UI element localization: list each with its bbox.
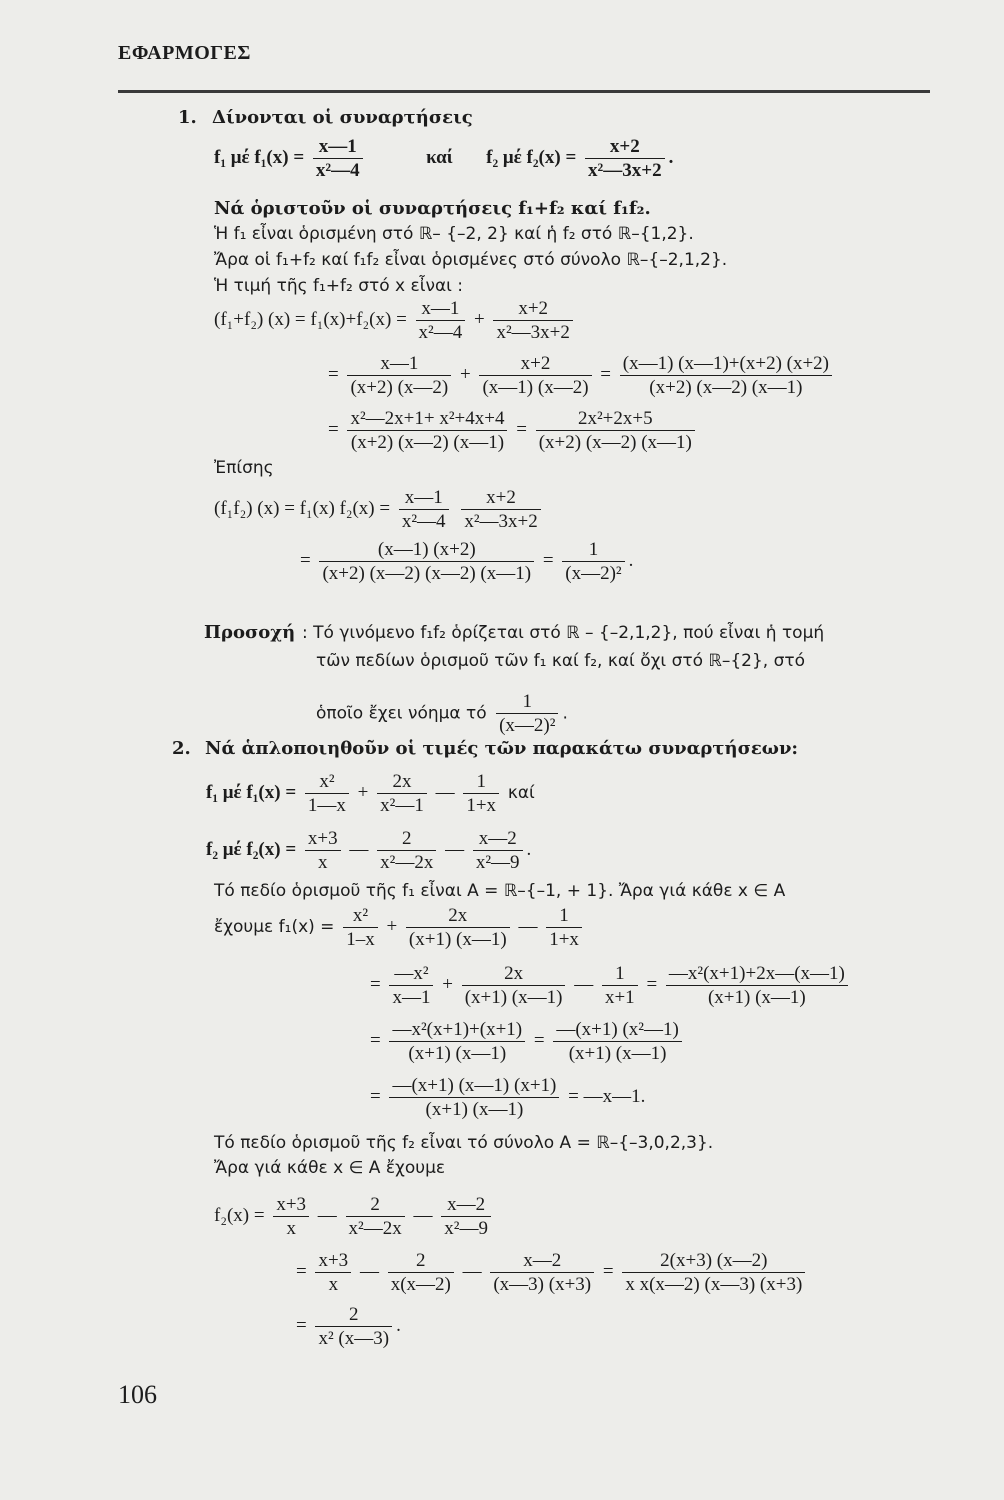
- ex2-domain1: Τό πεδίο ὁρισμοῦ τῆς f₁ εἶναι A = ℝ–{–1, + 1}. Ἄρα γιά κάθε x ∈ A: [214, 881, 786, 901]
- ex1-f2-label: f₂ μέ f₂(x) =: [486, 146, 577, 168]
- ex1-sum-eq3: = $\frac{\text{x²—2x+1+ x²+4x+4}}{(x+2) (x—2) (x—1)}$ = $\frac{\text{2x²+2x+5}}{(x+2) (x—2) (x—1)}$: [328, 407, 699, 454]
- ex1-definitions: f₁ μέ f₁(x) = $\frac{x—1}{\text{x²—4}}$ καί f₂ μέ f₂(x) = $\frac{x+2}{\text{x²—3x+2}}$ .: [214, 136, 674, 181]
- ex2-f1-eq3: = $\frac{\text{—x²(x+1)+(x+1)}}{(x+1) (x—1)}$ = $\frac{\text{—(x+1) (x²—1)}}{(x+1) (x—1)}$: [370, 1018, 686, 1065]
- ex1-prod-eq1: (f₁f₂) (x) = f₁(x) f₂(x) = $\frac{x—1}{\text{x²—4}}$ $\frac{x+2}{\text{x²—3x+2}}$: [214, 486, 545, 533]
- ex1-note-line1: : Τό γινόμενο f₁f₂ ὁρίζεται στό ℝ – {–2,1,2}, πού εἶναι ἡ τομή: [302, 623, 825, 643]
- ex2-f2-eq2: = $\frac{x+3}{x}$ — $\frac{2}{x(x—2)}$ — $\frac{x—2}{(x—3) (x+3)}$ = $\frac{2(x+3) (x—2)}{\text{x x(x—2) (x—3) (x+3)}}$: [296, 1249, 809, 1296]
- ex1-task: Νά ὁριστοῦν οἱ συναρτήσεις f₁+f₂ καί f₁f₂.: [214, 198, 651, 219]
- ex1-line1: Ἡ f₁ εἶναι ὁρισμένη στό ℝ– {–2, 2} καί ἡ f₂ στό ℝ–{1,2}.: [214, 224, 694, 244]
- page-number: 106: [118, 1380, 157, 1409]
- ex1-title: Δίνονται οἱ συναρτήσεις: [212, 107, 473, 128]
- header-rule: [118, 90, 930, 93]
- ex1-note-line2: τῶν πεδίων ὁρισμοῦ τῶν f₁ καί f₂, καί ὄχι στό ℝ–{2}, στό: [316, 651, 806, 671]
- ex2-f1-eq1: ἔχουμε f₁(x) = $\frac{\text{x²}}{1-x}$ + $\frac{2x}{(x+1) (x—1)}$ — $\frac{1}{1+x}$: [214, 904, 586, 951]
- ex1-f1-fraction: $\frac{x—1}{\text{x²—4}}$: [313, 135, 363, 182]
- ex1-line3: Ἡ τιμή τῆς f₁+f₂ στό x εἶναι :: [214, 276, 464, 296]
- ex2-number: 2.: [172, 738, 191, 759]
- ex2-have2: Ἄρα γιά κάθε x ∈ A ἔχουμε: [214, 1158, 446, 1178]
- ex2-f2-eq3: = $\frac{2}{\text{x² (x—3)}}$ .: [296, 1304, 401, 1349]
- ex1-f1-label: f₁ μέ f₁(x) =: [214, 146, 305, 168]
- ex1-note-line3: ὁποῖο ἔχει νόημα τό $\frac{1}{\text{(x—2)²}}$ .: [316, 691, 568, 736]
- ex1-sum-eq2: = $\frac{x—1}{(x+2) (x—2)}$ + $\frac{x+2}{(x—1) (x—2)}$ = $\frac{(x—1) (x—1)+(x+2) (x+2)}{(x+2) (x—2) (x—1)}$: [328, 352, 836, 399]
- ex2-f1-eq2: = $\frac{\text{—x²}}{x—1}$ + $\frac{2x}{(x+1) (x—1)}$ — $\frac{1}{x+1}$ = $\frac{\text{—x²(x+1)+2x—(x—1)}}{(x+1) (x—1)}$: [370, 962, 852, 1009]
- ex1-also: Ἐπίσης: [214, 458, 274, 478]
- ex1-f2-fraction: $\frac{x+2}{\text{x²—3x+2}}$: [585, 135, 665, 182]
- ex1-and: καί: [426, 146, 453, 168]
- ex1-note-label: Προσοχή: [204, 622, 296, 643]
- ex1-prod-eq2: = $\frac{(x—1) (x+2)}{(x+2) (x—2) (x—2) (x—1)}$ = $\frac{1}{\text{(x—2)²}}$ .: [300, 539, 634, 584]
- ex2-f2-eq1: f₂(x) = $\frac{x+3}{x}$ — $\frac{2}{\text{x²—2x}}$ — $\frac{x—2}{\text{x²—9}}$: [214, 1193, 495, 1240]
- ex2-domain2: Τό πεδίο ὁρισμοῦ τῆς f₂ εἶναι τό σύνολο A = ℝ–{–3,0,2,3}.: [214, 1133, 714, 1153]
- ex1-line2: Ἄρα οἱ f₁+f₂ καί f₁f₂ εἶναι ὁρισμένες στό σύνολο ℝ–{–2,1,2}.: [214, 250, 728, 270]
- ex2-f1-def: f₁ μέ f₁(x) = $\frac{\text{x²}}{1—x}$ + $\frac{2x}{\text{x²—1}}$ — $\frac{1}{1+x}$ καί: [206, 771, 535, 816]
- running-header: ΕΦΑΡΜΟΓΕΣ: [118, 42, 251, 64]
- ex2-f2-def: f₂ μέ f₂(x) = $\frac{x+3}{x}$ — $\frac{2}{\text{x²—2x}}$ — $\frac{x—2}{\text{x²—9}}$ .: [206, 828, 532, 873]
- ex2-title: Νά ἁπλοποιηθοῦν οἱ τιμές τῶν παρακάτω συναρτήσεων:: [205, 738, 799, 759]
- ex1-number: 1.: [178, 107, 197, 128]
- ex1-sum-eq1: (f₁+f₂) (x) = f₁(x)+f₂(x) = $\frac{x—1}{\text{x²—4}}$ + $\frac{x+2}{\text{x²—3x+2}}$: [214, 297, 577, 344]
- ex2-f1-eq4: = $\frac{—(x+1) (x—1) (x+1)}{(x+1) (x—1)}$ = —x—1.: [370, 1075, 646, 1120]
